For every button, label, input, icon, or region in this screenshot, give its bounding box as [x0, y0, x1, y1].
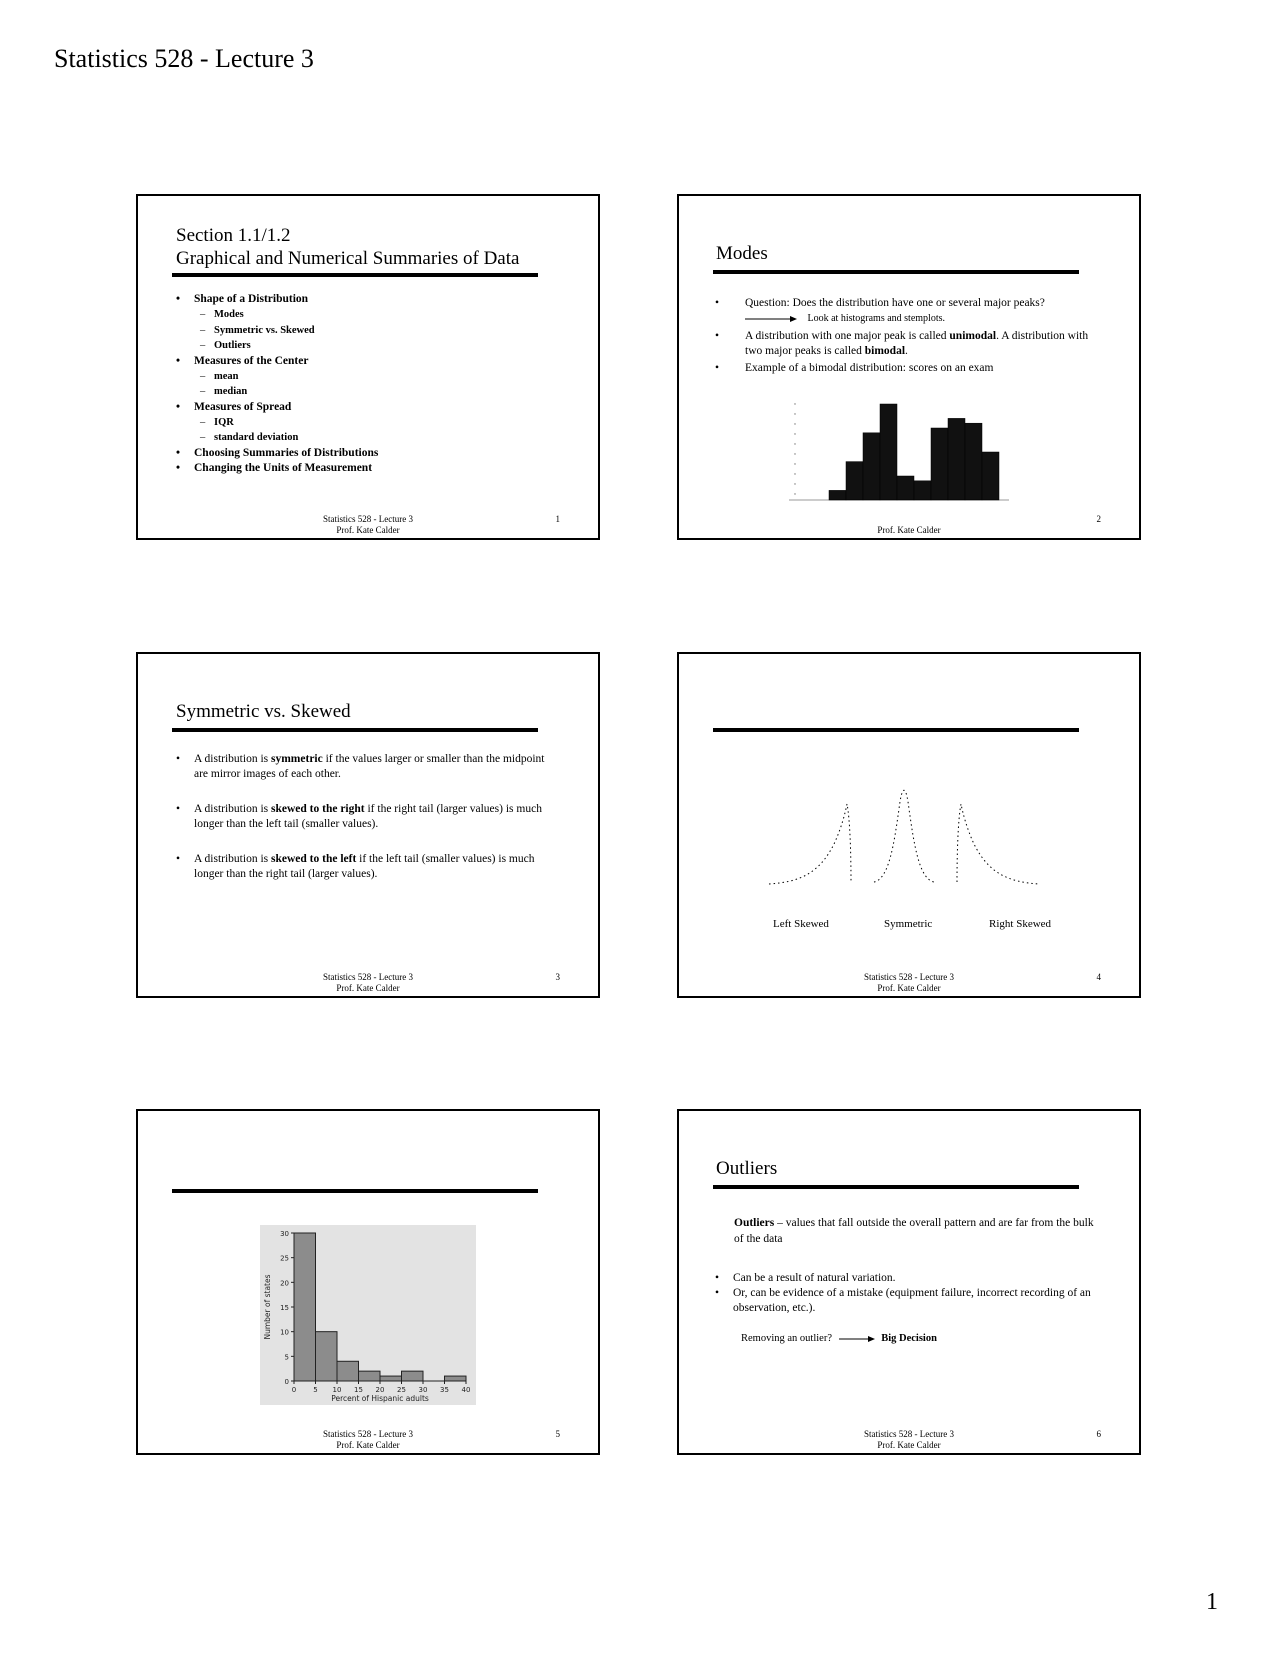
slide-footer: Statistics 528 - Lecture 3 Prof. Kate Calder: [864, 1429, 954, 1450]
slide-number: 3: [555, 972, 560, 982]
slide-number: 1: [555, 514, 560, 524]
list-subitem: – standard deviation: [194, 430, 556, 446]
decision-line: Removing an outlier? Big Decision: [741, 1333, 937, 1344]
title-rule: [713, 728, 1079, 732]
y-tick-label: 20: [280, 1279, 289, 1288]
histogram-bar: [948, 418, 965, 500]
x-tick-label: 20: [375, 1386, 385, 1394]
histogram-bar: [982, 452, 999, 500]
axis-tick-mark: [794, 483, 795, 484]
title-rule: [172, 1189, 538, 1193]
title-rule: [172, 273, 538, 277]
histogram-bar: [965, 423, 982, 500]
curve-label: Right Skewed: [989, 918, 1052, 930]
list-subitem: – mean: [194, 369, 556, 385]
x-tick-label: 15: [354, 1386, 363, 1394]
y-tick-label: 0: [284, 1378, 289, 1386]
list-subitem: – median: [194, 384, 556, 400]
x-tick-label: 5: [313, 1386, 318, 1394]
slide-4: [677, 652, 1141, 998]
axis-tick-mark: [794, 463, 795, 464]
list-subitem: – Modes: [194, 307, 556, 323]
y-tick-label: 5: [284, 1353, 289, 1362]
list-item: • Can be a result of natural variation.: [715, 1271, 1095, 1286]
slide-1: [136, 194, 600, 540]
page-number: 1: [1206, 1589, 1218, 1615]
x-tick-label: 35: [440, 1386, 449, 1394]
histogram-bar: [846, 462, 863, 500]
slide-footer: Statistics 528 - Lecture 3 Prof. Kate Calder: [323, 972, 413, 993]
list-item: • Shape of a Distribution – Modes – Symmetric vs. Skewed – Outliers: [176, 292, 556, 354]
list-item: • Measures of Spread – IQR – standard deviation: [176, 400, 556, 446]
arrow-right-icon: [839, 1335, 875, 1343]
slide-footer: Statistics 528 - Lecture 3 Prof. Kate Calder: [864, 972, 954, 993]
histogram-bar: [316, 1332, 338, 1381]
list-item: • A distribution is symmetric if the values larger or smaller than the midpoint are mirror images of each other.: [176, 752, 556, 782]
arrow-note: Look at histograms and stemplots.: [745, 313, 945, 324]
histogram-bar: [931, 428, 948, 500]
histogram-bar: [359, 1371, 381, 1381]
axis-tick-mark: [794, 433, 795, 434]
slide-number: 6: [1096, 1429, 1101, 1439]
y-tick-label: 30: [280, 1230, 289, 1238]
slide-title: Modes: [716, 243, 768, 264]
title-rule: [713, 270, 1079, 274]
histogram-bar: [897, 476, 914, 500]
skew-curves: [759, 774, 1059, 890]
list-item: • Question: Does the distribution have one or several major peaks?: [715, 296, 1115, 311]
histogram-bar: [402, 1371, 424, 1381]
curve-label: Symmetric: [884, 918, 933, 930]
axis-tick-mark: [794, 443, 795, 444]
slide-number: 4: [1096, 972, 1101, 982]
slide-title-line1: Section 1.1/1.2: [176, 225, 291, 246]
list-subitem: – Outliers: [194, 338, 556, 354]
slide-5: [136, 1109, 600, 1455]
list-item: • A distribution with one major peak is called unimodal. A distribution with two major peaks is called bimodal.: [715, 329, 1095, 359]
x-tick-label: 0: [291, 1386, 297, 1394]
slide-number: 2: [1096, 514, 1101, 524]
left-skewed-curve: [769, 804, 851, 884]
axis-tick-mark: [794, 423, 795, 424]
list-item: • Choosing Summaries of Distributions: [176, 446, 556, 461]
x-tick-label: 40: [461, 1386, 471, 1394]
list-item: • Or, can be evidence of a mistake (equipment failure, incorrect recording of an observation, etc.).: [715, 1286, 1095, 1316]
curve-label: Left Skewed: [773, 918, 829, 930]
histogram-bar: [829, 490, 846, 500]
axis-tick-mark: [794, 453, 795, 454]
slide-3: [136, 652, 600, 998]
histogram-bar: [337, 1361, 359, 1381]
histogram-bar: [380, 1376, 402, 1381]
y-tick-label: 25: [280, 1254, 289, 1263]
y-axis-label: Number of states: [263, 1274, 272, 1340]
axis-tick-mark: [794, 493, 795, 494]
axis-tick-mark: [794, 473, 795, 474]
y-tick-label: 15: [280, 1304, 289, 1312]
axis-tick-mark: [794, 413, 795, 414]
y-tick-label: 10: [280, 1328, 289, 1337]
slide-title-line2: Graphical and Numerical Summaries of Data: [176, 248, 520, 269]
list-item: • Example of a bimodal distribution: scores on an exam: [715, 361, 1095, 376]
list-item: • A distribution is skewed to the right if the right tail (larger values) is much longer than the left tail (smaller values).: [176, 802, 556, 832]
bimodal-histogram: [789, 396, 1019, 508]
x-tick-label: 10: [332, 1386, 342, 1394]
slide-footer: Prof. Kate Calder: [877, 525, 941, 535]
title-rule: [172, 728, 538, 732]
page-header: Statistics 528 - Lecture 3: [54, 44, 314, 73]
list-item: • A distribution is skewed to the left if the left tail (smaller values) is much longer than the right tail (larger values).: [176, 852, 556, 882]
slide-2: [677, 194, 1141, 540]
slide-6: [677, 1109, 1141, 1455]
histogram-bar: [914, 481, 931, 500]
slide-footer: Statistics 528 - Lecture 3 Prof. Kate Calder: [323, 1429, 413, 1450]
hispanic-histogram: [260, 1225, 476, 1405]
x-tick-label: 25: [397, 1386, 406, 1394]
title-rule: [713, 1185, 1079, 1189]
axis-tick-mark: [794, 403, 795, 404]
histogram-bar: [294, 1233, 316, 1381]
slide-title: Symmetric vs. Skewed: [176, 701, 351, 722]
arrow-right-icon: [745, 315, 797, 323]
histogram-bar: [880, 404, 897, 500]
outlier-definition: Outliers – values that fall outside the overall pattern and are far from the bulk of the data: [734, 1217, 1094, 1245]
list-subitem: – Symmetric vs. Skewed: [194, 323, 556, 339]
slide-title: Outliers: [716, 1158, 778, 1179]
x-tick-label: 30: [418, 1386, 428, 1394]
list-item: • Measures of the Center – mean – median: [176, 354, 556, 400]
list-subitem: – IQR: [194, 415, 556, 431]
symmetric-curve: [874, 790, 934, 882]
right-skewed-curve: [957, 804, 1039, 884]
slide-number: 5: [555, 1429, 560, 1439]
topic-list: [176, 292, 556, 476]
slide-footer: Statistics 528 - Lecture 3 Prof. Kate Calder: [323, 514, 413, 535]
histogram-bar: [863, 433, 880, 500]
x-axis-label: Percent of Hispanic adults: [331, 1394, 429, 1403]
histogram-bar: [445, 1376, 467, 1381]
list-item: • Changing the Units of Measurement: [176, 461, 556, 476]
